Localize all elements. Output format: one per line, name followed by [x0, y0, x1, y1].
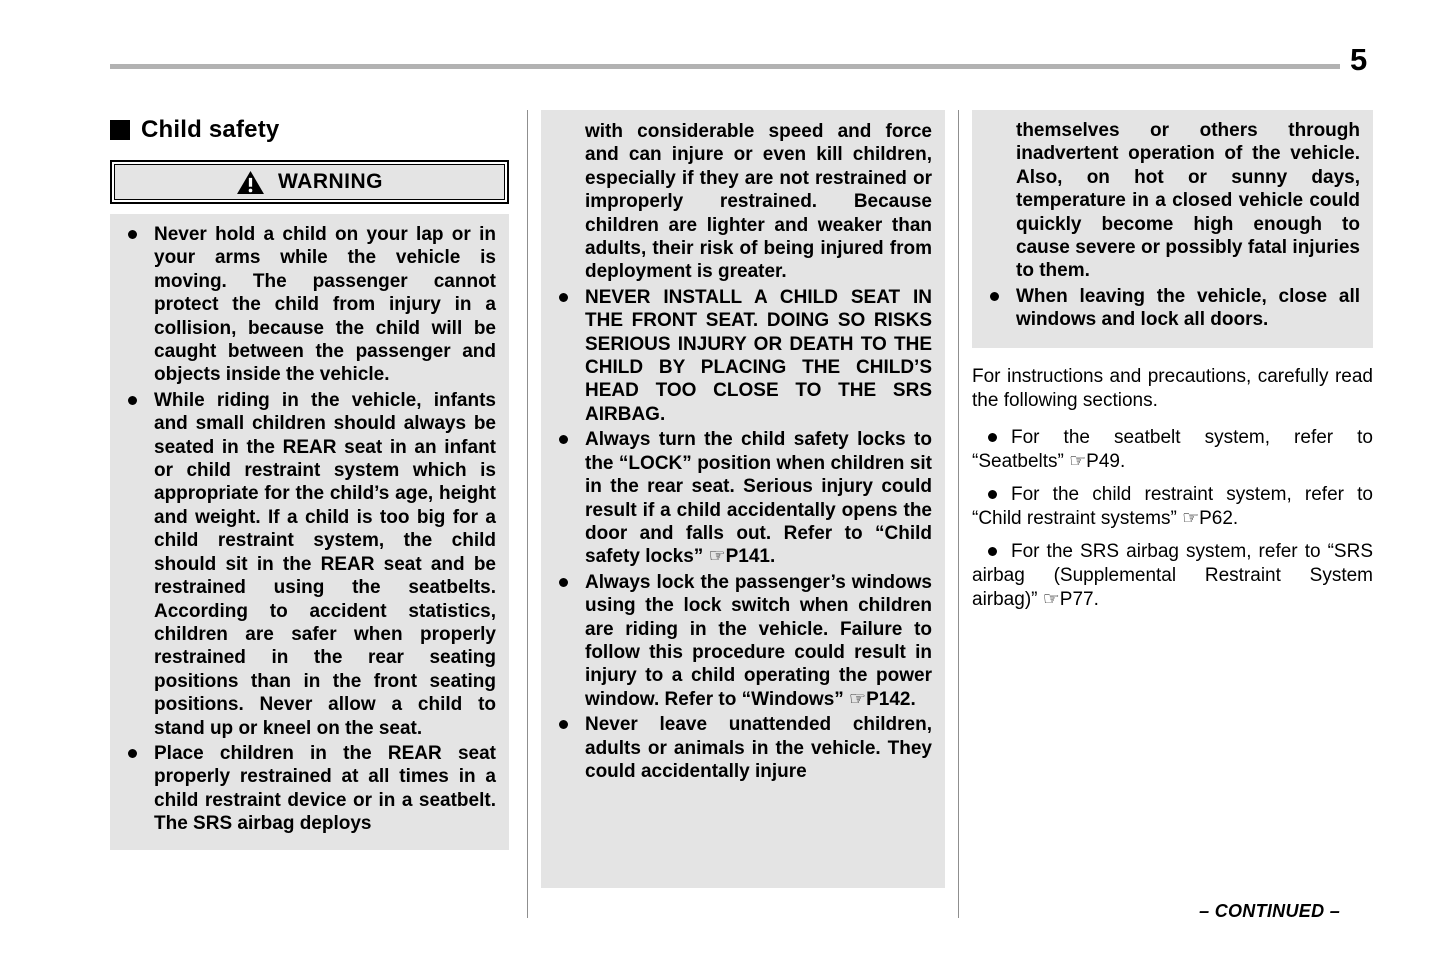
- reference-item-text: For the child restraint system, refer to “Child restraint systems” ☞P62.: [972, 484, 1373, 529]
- warning-list-col3: [972, 110, 1373, 348]
- header-rule: [110, 64, 1340, 69]
- warning-item-continuation: [978, 119, 1360, 283]
- continued-label: – CONTINUED –: [1199, 901, 1340, 921]
- warning-item-text: Never leave unattended children, adults or animals in the vehicle. They could accidentally injure: [585, 714, 932, 782]
- bullet-icon: [990, 292, 999, 301]
- reference-item-text: For the SRS airbag system, refer to “SRS airbag (Supplemental Restraint System airbag)” ☞P77.: [972, 541, 1373, 610]
- warning-item: [547, 713, 932, 783]
- page-title: [110, 116, 509, 144]
- warning-item-text: Never hold a child on your lap or in your arms while the vehicle is moving. The passenger cannot protect the child from injury in a collision, because the child will be caught between the passenger and objects inside the vehicle.: [154, 224, 496, 386]
- bullet-icon: [559, 293, 568, 302]
- bullet-icon: [988, 547, 997, 556]
- column-divider-1: [527, 110, 528, 918]
- warning-icon: [236, 170, 265, 195]
- warning-item: [547, 428, 932, 568]
- warning-item: [978, 285, 1360, 332]
- warning-item-continuation: [547, 120, 932, 284]
- warning-box: [110, 160, 509, 204]
- warning-list-col2: [541, 110, 945, 888]
- warning-item: [547, 286, 932, 426]
- instructions-intro: For instructions and precautions, carefully read the following sections.: [972, 366, 1373, 411]
- warning-item-text: While riding in the vehicle, infants and small children should always be seated in the REAR seat in an infant or child restraint system which is appropriate for the child’s age, height and weight. If a child is too big for a child restraint system, the child should sit in the REAR seat and be restrained using the seatbelts. According to accident statistics, children are safer when properly restrained in the rear seating positions than in the front seating positions. Never allow a child to stand up or kneel on the seat.: [154, 389, 496, 739]
- instructions-section: [972, 365, 1373, 612]
- warning-item-text: NEVER INSTALL A CHILD SEAT IN THE FRONT SEAT. DOING SO RISKS SERIOUS INJURY OR DEATH TO THE CHILD BY PLACING THE CHILD’S HEAD TOO CLOSE TO THE SRS AIRBAG.: [585, 286, 932, 425]
- warning-list-col1: [110, 214, 509, 850]
- column-2: [541, 110, 945, 888]
- warning-item-text: Always turn the child safety locks to the “LOCK” position when children sit in the rear seat. Serious injury could result if a child accidentally opens the door and falls out. Refer to “Child safety locks” ☞P141.: [585, 429, 932, 568]
- bullet-icon: [128, 749, 137, 758]
- bullet-icon: [128, 230, 137, 239]
- warning-item-text: Place children in the REAR seat properly restrained at all times in a child restraint device or in a seatbelt. The SRS airbag deploys: [154, 742, 496, 835]
- bullet-icon: [559, 578, 568, 587]
- section-title-text: Child safety: [141, 116, 280, 143]
- reference-item-text: For the seatbelt system, refer to “Seatbelts” ☞P49.: [972, 427, 1373, 472]
- column-1: [110, 110, 509, 850]
- warning-item-text: themselves or others through inadvertent operation of the vehicle. Also, on hot or sunny days, temperature in a closed vehicle could quickly become high enough to cause severe or possibly fatal injuries to them.: [1016, 120, 1360, 282]
- reference-item: [972, 540, 1373, 612]
- warning-item: [547, 571, 932, 711]
- page-number: 5: [1350, 42, 1368, 77]
- warning-label: WARNING: [278, 170, 383, 193]
- warning-item: [116, 742, 496, 836]
- warning-item: [116, 223, 496, 387]
- warning-item-text: with considerable speed and force and can injure or even kill children, especially if they are not restrained or improperly restrained. Because children are lighter and weaker than adults, their risk of being injured from deployment is greater.: [585, 121, 932, 283]
- warning-item: [116, 389, 496, 740]
- reference-item: [972, 426, 1373, 474]
- bullet-icon: [559, 435, 568, 444]
- column-divider-2: [958, 110, 959, 918]
- reference-item: [972, 483, 1373, 531]
- warning-item-text: Always lock the passenger’s windows using the lock switch when children are riding in the vehicle. Failure to follow this procedure could result in injury to a child operating the power window. Refer to “Windows” ☞P142.: [585, 571, 932, 710]
- section-marker-icon: [110, 120, 130, 140]
- warning-item-text: When leaving the vehicle, close all windows and lock all doors.: [1016, 285, 1360, 331]
- warning-box-inner: [114, 164, 505, 200]
- column-3: [972, 110, 1373, 621]
- bullet-icon: [988, 433, 997, 442]
- bullet-icon: [988, 490, 997, 499]
- bullet-icon: [128, 396, 137, 405]
- bullet-icon: [559, 720, 568, 729]
